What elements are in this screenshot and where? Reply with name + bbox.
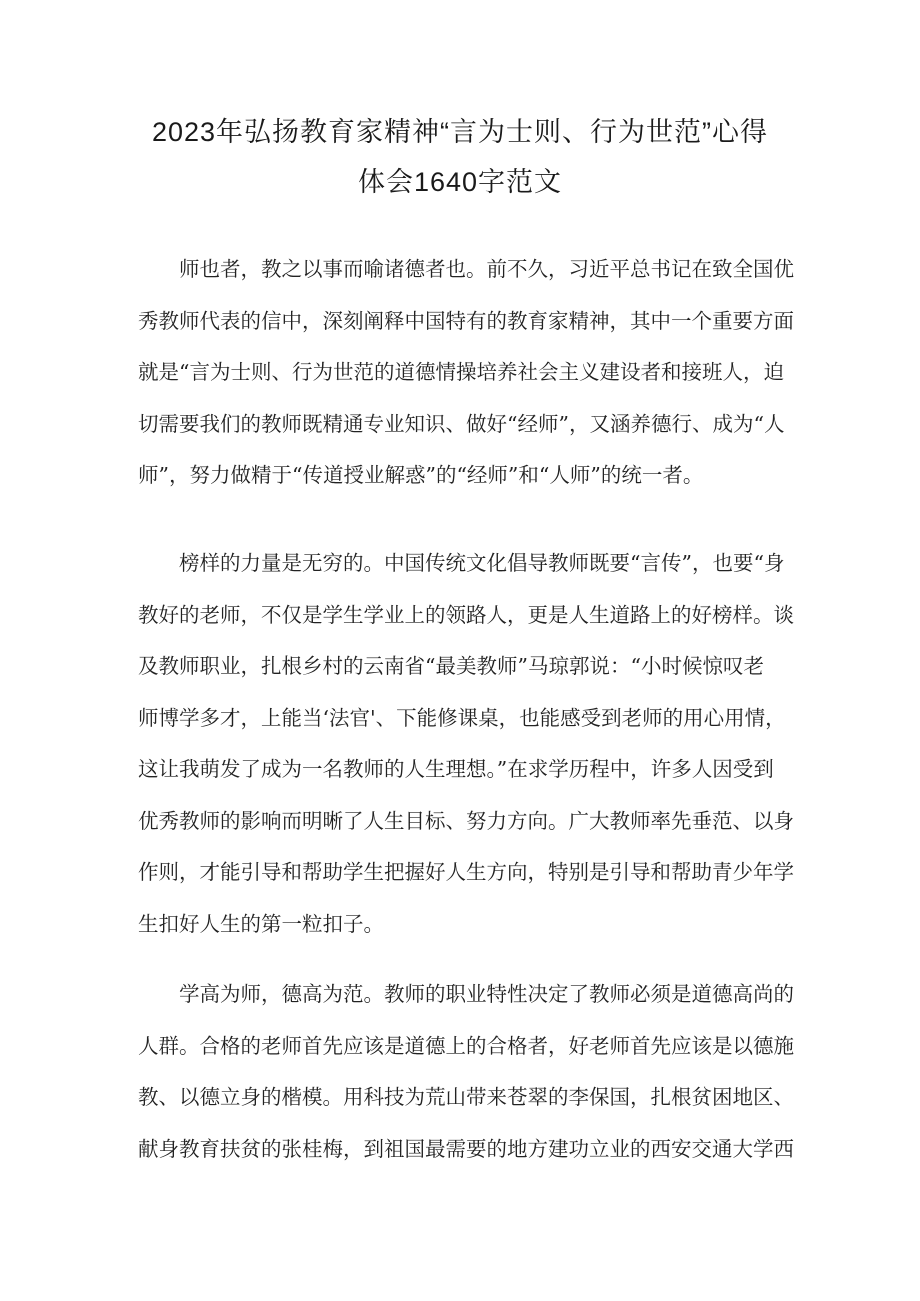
paragraph-line: 及教师职业，扎根乡村的云南省“最美教师”马琼郭说：“小时候惊叹老 — [138, 654, 764, 678]
paragraph-line: 师”，努力做精于“传道授业解惑”的“经师”和“人师”的统一者。 — [138, 463, 704, 487]
paragraph-line: 人群。合格的老师首先应该是道德上的合格者，好老师首先应该是以德施 — [138, 1033, 794, 1058]
paragraph-line: 献身教育扶贫的张桂梅，到祖国最需要的地方建功立业的西安交通大学西 — [138, 1136, 794, 1161]
paragraph-line: 作则，才能引导和帮助学生把握好人生方向，特别是引导和帮助青少年学 — [138, 860, 794, 884]
paragraph-line: 师博学多才，上能当‘法官'、下能修课桌，也能感受到老师的用心用情， — [138, 705, 786, 730]
paragraph-3 — [138, 969, 794, 1175]
document-title-line-1: 2023年弘扬教育家精神“言为士则、行为世范”心得 — [151, 117, 769, 147]
paragraph-line: 师也者，教之以事而喻诸德者也。前不久，习近平总书记在致全国优 — [179, 257, 794, 281]
paragraph-2 — [138, 538, 794, 950]
paragraph-line: 教、以德立身的楷模。用科技为荒山带来苍翠的李保国，扎根贫困地区、 — [138, 1085, 794, 1109]
paragraph-line: 秀教师代表的信中，深刻阐释中国特有的教育家精神，其中一个重要方面 — [138, 308, 794, 333]
paragraph-line: 榜样的力量是无穷的。中国传统文化倡导教师既要“言传”，也要“身 — [179, 551, 785, 575]
paragraph-line: 切需要我们的教师既精通专业知识、做好“经师”，又涵养德行、成为“人 — [138, 411, 785, 436]
paragraph-line: 就是“言为士则、行为世范的道德情操培养社会主义建设者和接班人，迫 — [138, 360, 784, 384]
paragraph-line: 生扣好人生的第一粒扣子。 — [138, 911, 384, 936]
document-title-line-2: 体会1640字范文 — [357, 167, 563, 197]
paragraph-line: 教好的老师，不仅是学生学业上的领路人，更是人生道路上的好榜样。谈 — [138, 602, 794, 627]
paragraph-1 — [138, 244, 794, 502]
paragraph-line: 优秀教师的影响而明晰了人生目标、努力方向。广大教师率先垂范、以身 — [138, 808, 794, 833]
paragraph-line: 这让我萌发了成为一名教师的人生理想。”在求学历程中，许多人因受到 — [138, 757, 774, 781]
paragraph-line: 学高为师，德高为范。教师的职业特性决定了教师必须是道德高尚的 — [179, 982, 794, 1006]
